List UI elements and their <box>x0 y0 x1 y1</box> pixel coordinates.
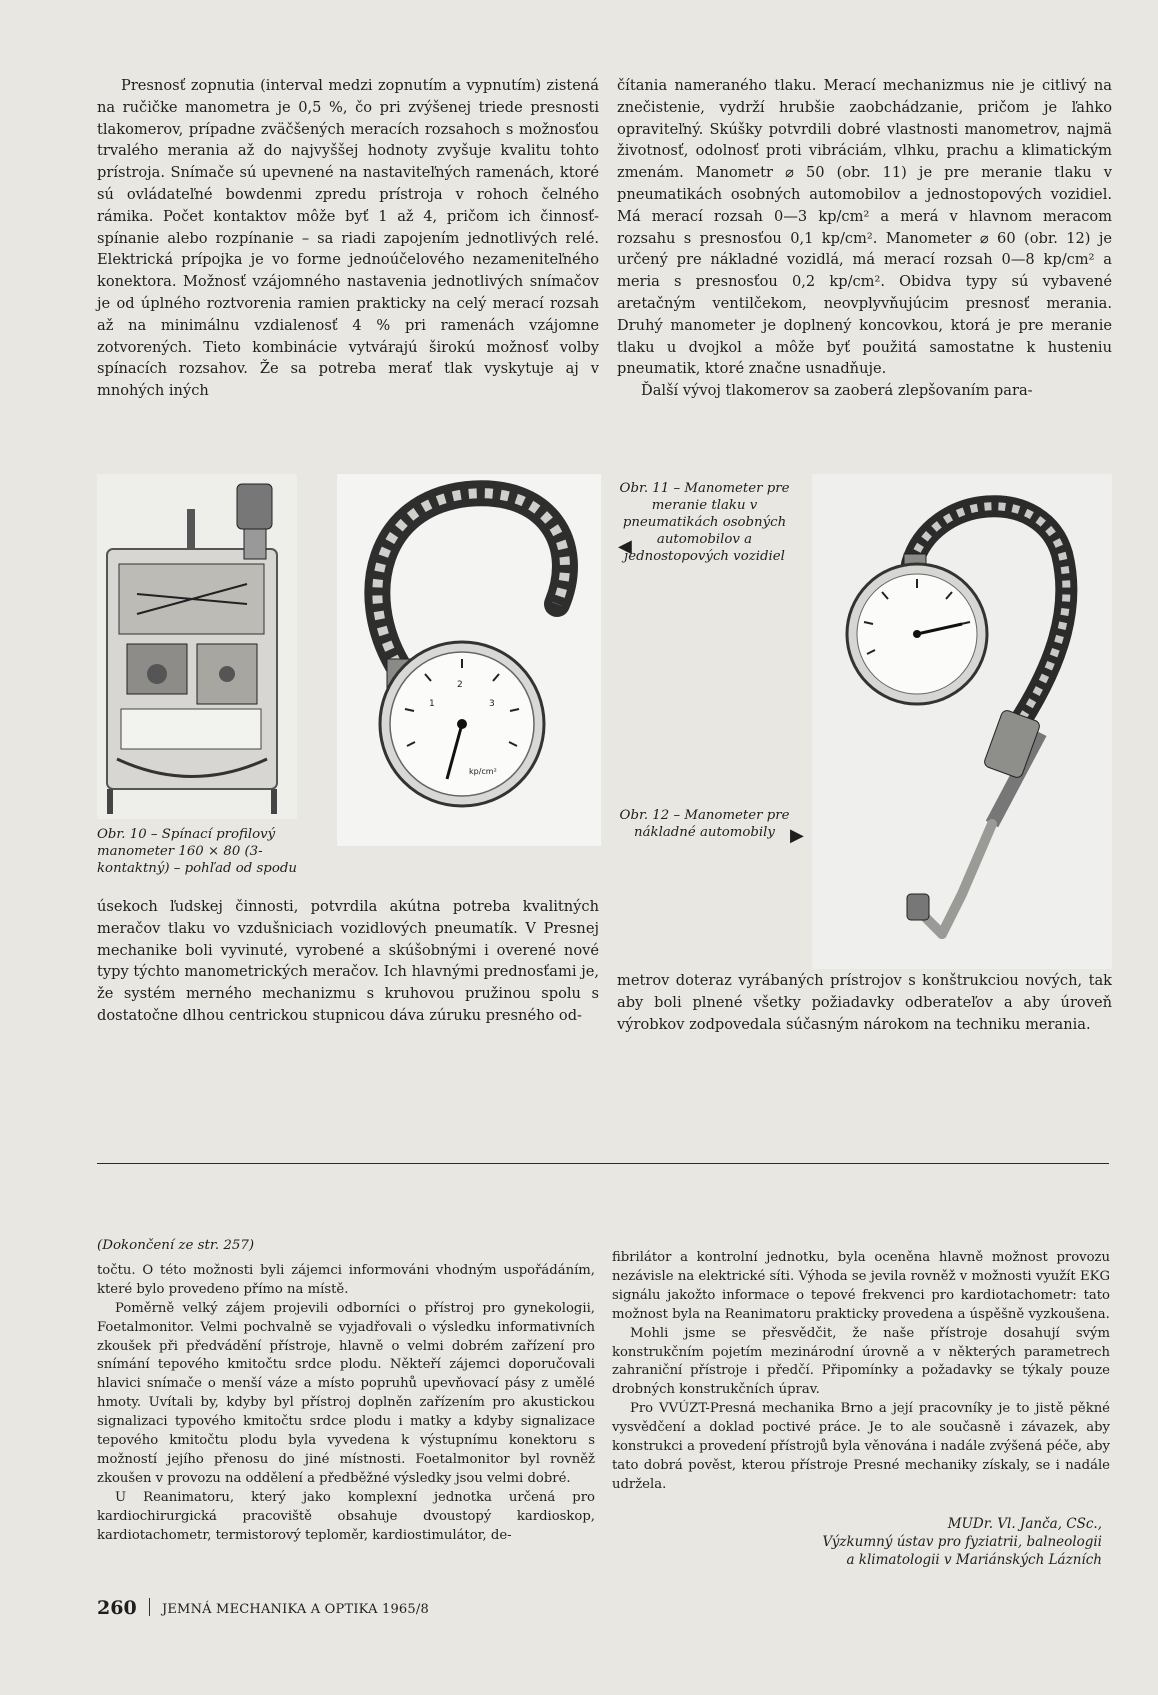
page-number: 260 <box>97 1597 137 1619</box>
photo-tire-gauge-truck <box>812 474 1112 969</box>
paragraph: Ďalší vývoj tlakomerov sa zaoberá zlepšovaním para- <box>641 382 1033 400</box>
paragraph: fibrilátor a kontrolní jednotku, byla oceněna hlavně možnost provozu nezávisle na elektrické síti. Výhoda se jevila rovněž v možnosti využít EKG signálu jakožto informace o tepové frekvenci pro kardiotachometr: tato možnost byla na Reanimatoru prakticky provedena a úspěšně vyzkoušena. <box>612 1250 1110 1322</box>
paragraph: čítania nameraného tlaku. Merací mechanizmus nie je citlivý na znečistenie, vydrží hrubšie zaobchádzanie, pričom je ľahko opraviteľný. Skúšky potvrdili dobré vlastnosti manometrov, najmä životnosť, odolnosť proti vibráciám, vlhku, prachu a klimatickým zmenám. Manometr ⌀ 50 (obr. 11) je pre meranie tlaku v pneumatikách osobných automobilov a jednostopových vozidiel. Má merací rozsah 0—3 kp/cm² a merá v hlavnom meracom rozsahu s presnosťou 0,1 kp/cm². Manometer ⌀ 60 (obr. 12) je určený pre nákladné vozidlá, má merací rozsah 0—8 kp/cm² a meria s presnosťou 0,2 kp/cm². Obidva typy sú vybavené aretačným ventilčekom, neovplyvňujúcim presnosť merania. Druhý manometer je doplnený koncovkou, ktorá je pre meranie tlaku u dvojkol a môže byť použitá samostatne k husteniu pneumatik, ktoré značne usnadňuje. <box>617 77 1112 378</box>
author-institution-line1: Výzkumný ústav pro fyziatrii, balneologii <box>822 1534 1102 1550</box>
top-left-column <box>97 75 599 402</box>
caption-obr10 <box>97 826 327 877</box>
paragraph: úsekoch ľudskej činnosti, potvrdila akútna potreba kvalitných meračov tlaku vo vzdušniciach vozidlových pneumatík. V Presnej mechanike boli vyvinuté, vyrobené a skúšobnými i overené nové typy týchto manometrických meračov. Ich hlavnými prednosťami je, že systém merného mechanizmu s kruhovou pružinou spolu s dostatočne dlhou centrickou stupnicou dáva zúruku presného od- <box>97 898 599 1024</box>
author-name: MUDr. Vl. Janča, CSc., <box>947 1516 1102 1532</box>
photo-tire-gauge-small <box>337 474 601 846</box>
gauge-tick-label: 2 <box>457 680 463 690</box>
paragraph: U Reanimatoru, který jako komplexní jednotka určená pro kardiochirurgická pracoviště obsahuje dvoustopý kardioskop, kardiotachometr, termistorový teploměr, kardiostimulátor, de- <box>97 1489 595 1543</box>
gauge-tick-label: 3 <box>489 699 495 709</box>
gauge-tick-label: 1 <box>429 699 435 709</box>
caption-obr11 <box>617 480 792 565</box>
journal-title: JEMNÁ MECHANIKA A OPTIKA 1965/8 <box>161 1602 429 1617</box>
switch-manometer-illustration <box>97 474 297 819</box>
caption-text: Obr. 10 – Spínací profilový manometer 160 × 80 (3-kontaktný) – pohľad od spodu <box>97 827 297 876</box>
arrow-right-icon: ▶ <box>790 825 804 846</box>
top-right-column <box>617 75 1112 402</box>
paragraph: Poměrně velký zájem projevili odborníci o přístroj pro gynekologii, Foetalmonitor. Velmi pochvalně se vyjadřovali o výsledku informativních zkoušek při předvádění přístroje, hlavně o velmi dobrém zařízení pro snímání tepového kmitočtu srdce plodu. Někteří zájemci doporučovali hlavici snímače o menší váze a místo popruhů upevňovací pásy z umělé hmoty. Uvítali by, kdyby byl přístroj doplněn zařízením pro akustickou signalizaci typového kmitočtu srdce plodu i matky a kdyby signalizace tepového kmitočtu plodu byla vyvedena k výstupnímu konektoru s možností jejího přenosu do jiné místnosti. Foetalmonitor byl rovněž zkoušen v provozu na oddělení a předběžné výsledky jsou velmi dobré. <box>97 1300 595 1486</box>
continued-note: (Dokončení ze str. 257) <box>97 1238 255 1253</box>
author-signature <box>700 1515 1102 1569</box>
page-footer <box>97 1597 429 1619</box>
truck-gauge-illustration <box>812 474 1112 969</box>
author-institution-line2: a klimatologii v Mariánských Lázních <box>846 1552 1102 1568</box>
mid-left-column <box>97 896 599 1027</box>
caption-obr12 <box>617 807 792 841</box>
paragraph: metrov doteraz vyrábaných prístrojov s konštrukciou nových, tak aby boli plnené všetky požiadavky odberateľov a aby úroveň výrobkov zodpovedala súčasným nárokom na techniku merania. <box>617 972 1112 1033</box>
caption-text: Obr. 12 – Manometer pre nákladné automobily <box>619 808 790 840</box>
mid-right-column <box>617 970 1112 1035</box>
footer-separator <box>149 1598 150 1616</box>
caption-text: Obr. 11 – Manometer pre meranie tlaku v pneumatikách osobných automobilov a jednostopových vozidiel <box>619 481 790 564</box>
paragraph: točtu. O této možnosti byli zájemci informováni vhodným uspořádáním, které bylo provedeno přímo na místě. <box>97 1262 595 1297</box>
bottom-left-column <box>97 1237 595 1546</box>
tire-gauge-illustration <box>337 474 601 846</box>
paragraph: Mohli jsme se přesvědčit, že naše přístroje dosahují svým konstrukčním pojetím mezinárodní úrovně a v některých parametrech zahraniční přístroje i předčí. Připomínky a požadavky se týkaly pouze drobných konstrukčních úprav. <box>612 1325 1110 1398</box>
arrow-left-icon: ◀ <box>618 536 632 557</box>
paragraph: Presnosť zopnutia (interval medzi zopnutím a vypnutím) zistená na ručičke manometra je 0,5 %, čo pri zvýšenej triede presnosti tlakomerov, prípadne zväčšených meracích rozsahoch s možnosťou trvalého merania až do najvyššej hodnoty zvyšuje kvalitu tohto prístroja. Snímače sú upevnené na nastaviteľných ramenách, ktoré sú ovládateľné bowdenmi zpredu prístroja v rohoch čelného rámika. Počet kontaktov môže byť 1 až 4, pričom ich činnosť-spínanie alebo rozpínanie – sa riadi zapojením jednotlivých relé. Elektrická prípojka je vo forme jednoúčelového nezameniteľného konektora. Možnosť vzájomného nastavenia jednotlivých snímačov je od úplného roztvorenia ramien prakticky na celý merací rozsah až na minimálnu vzdialenosť 4 % pri ramenách vzájomne zotvorených. Tieto kombinácie vytvárajú širokú možnosť volby spínacích rozsahov. Že sa potreba merať tlak vyskytuje aj v mnohých iných <box>97 77 599 400</box>
section-divider <box>97 1163 1109 1164</box>
gauge-unit-label: kp/cm² <box>469 767 497 776</box>
bottom-right-column <box>612 1249 1110 1495</box>
paragraph: Pro VVÚZT-Presná mechanika Brno a její pracovníky je to jistě pěkné vysvědčení a doklad poctivé práce. Je to ale současně i závazek, aby konstrukci a provedení přístrojů byla věnována i nadále zvýšená péče, aby tato dobrá pověst, kterou přístroje Presné mechaniky získaly, se i nadále udržela. <box>612 1401 1110 1492</box>
photo-switch-manometer <box>97 474 297 819</box>
